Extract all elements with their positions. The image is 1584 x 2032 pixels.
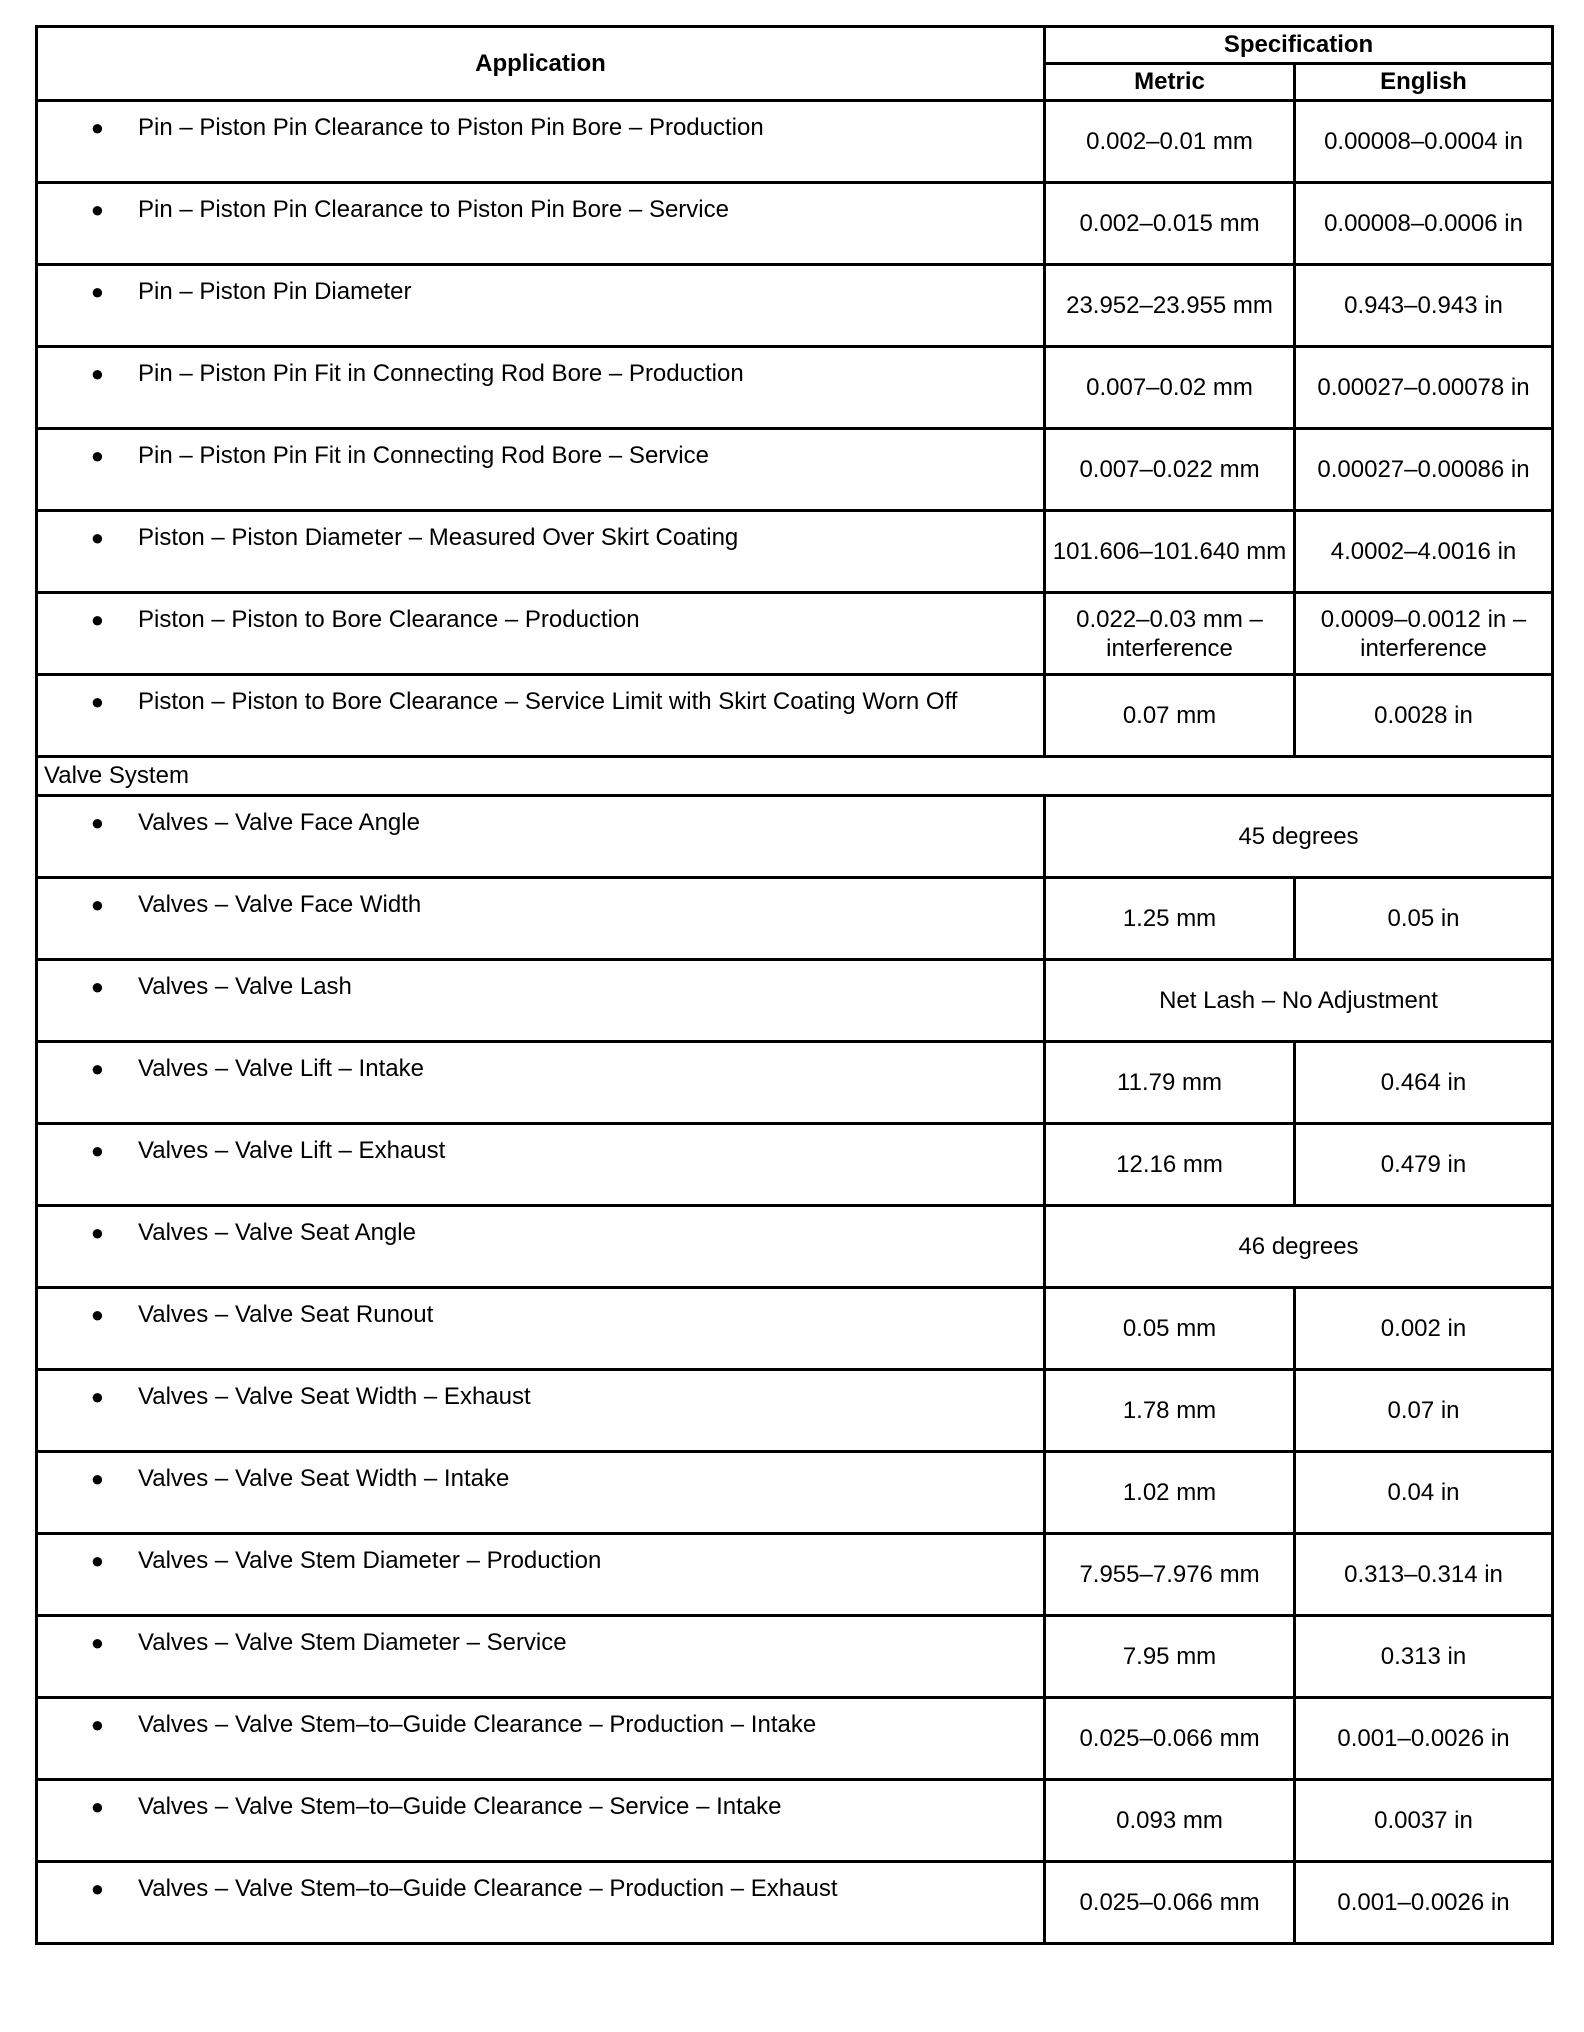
combined-value-cell: 45 degrees (1045, 796, 1553, 878)
bullet-icon: ● (90, 1220, 104, 1245)
table-row (37, 960, 1553, 1042)
application-cell (37, 593, 1045, 675)
application-text: Valves – Valve Seat Angle (138, 1219, 416, 1246)
english-value-cell: 0.313–0.314 in (1295, 1534, 1553, 1616)
bullet-icon: ● (90, 689, 104, 714)
english-value-cell: 0.479 in (1295, 1124, 1553, 1206)
table-row (37, 511, 1553, 593)
application-cell (37, 796, 1045, 878)
table-row (37, 675, 1553, 757)
bullet-icon: ● (90, 1630, 104, 1655)
table-row (37, 1534, 1553, 1616)
combined-value-cell: Net Lash – No Adjustment (1045, 960, 1553, 1042)
application-cell (37, 1534, 1045, 1616)
bullet-icon: ● (90, 115, 104, 140)
application-text: Pin – Piston Pin Clearance to Piston Pin Bore – Service (138, 196, 729, 223)
bullet-icon: ● (90, 525, 104, 550)
english-value-cell: 0.04 in (1295, 1452, 1553, 1534)
application-cell (37, 1780, 1045, 1862)
metric-value-cell: 1.78 mm (1045, 1370, 1295, 1452)
table-row (37, 101, 1553, 183)
english-value-cell: 0.001–0.0026 in (1295, 1862, 1553, 1944)
english-value-cell: 0.00008–0.0006 in (1295, 183, 1553, 265)
bullet-icon: ● (90, 810, 104, 835)
application-cell (37, 511, 1045, 593)
english-value-cell: 0.464 in (1295, 1042, 1553, 1124)
metric-value-cell: 0.05 mm (1045, 1288, 1295, 1370)
english-value-cell: 0.002 in (1295, 1288, 1553, 1370)
metric-value-cell: 0.002–0.015 mm (1045, 183, 1295, 265)
application-text: Pin – Piston Pin Diameter (138, 278, 412, 305)
table-row (37, 593, 1553, 675)
application-text: Valves – Valve Seat Width – Exhaust (138, 1383, 531, 1410)
application-text: Piston – Piston Diameter – Measured Over Skirt Coating (138, 524, 739, 551)
application-text: Piston – Piston to Bore Clearance – Production (138, 606, 640, 633)
english-value-cell: 0.00027–0.00086 in (1295, 429, 1553, 511)
table-row (37, 1862, 1553, 1944)
english-value-cell: 0.05 in (1295, 878, 1553, 960)
metric-value-cell: 1.25 mm (1045, 878, 1295, 960)
bullet-icon: ● (90, 1384, 104, 1409)
application-cell (37, 1288, 1045, 1370)
application-text: Valves – Valve Stem–to–Guide Clearance – Service – Intake (138, 1793, 782, 1820)
english-value-cell: 0.0037 in (1295, 1780, 1553, 1862)
bullet-icon: ● (90, 361, 104, 386)
metric-value-cell: 0.025–0.066 mm (1045, 1862, 1295, 1944)
table-row (37, 796, 1553, 878)
application-cell (37, 878, 1045, 960)
application-text: Valves – Valve Stem–to–Guide Clearance – Production – Intake (138, 1711, 817, 1738)
bullet-icon: ● (90, 197, 104, 222)
table-row (37, 347, 1553, 429)
application-cell (37, 1042, 1045, 1124)
combined-value-cell: 46 degrees (1045, 1206, 1553, 1288)
application-cell (37, 1124, 1045, 1206)
metric-value-cell: 0.007–0.02 mm (1045, 347, 1295, 429)
bullet-icon: ● (90, 1056, 104, 1081)
application-text: Pin – Piston Pin Fit in Connecting Rod Bore – Service (138, 442, 709, 469)
english-value-cell: 0.0009–0.0012 in – interference (1295, 593, 1553, 675)
english-value-cell: 0.07 in (1295, 1370, 1553, 1452)
english-value-cell: 0.943–0.943 in (1295, 265, 1553, 347)
table-row (37, 1370, 1553, 1452)
table-row (37, 1288, 1553, 1370)
english-value-cell: 0.00008–0.0004 in (1295, 101, 1553, 183)
english-value-cell: 0.00027–0.00078 in (1295, 347, 1553, 429)
application-text: Piston – Piston to Bore Clearance – Service Limit with Skirt Coating Worn Off (138, 688, 958, 715)
metric-header: Metric (1045, 64, 1295, 101)
application-cell (37, 675, 1045, 757)
table-row (37, 1452, 1553, 1534)
application-text: Valves – Valve Stem Diameter – Production (138, 1547, 602, 1574)
section-row (37, 757, 1553, 796)
application-text: Valves – Valve Stem Diameter – Service (138, 1629, 567, 1656)
metric-value-cell: 0.025–0.066 mm (1045, 1698, 1295, 1780)
application-cell (37, 265, 1045, 347)
english-value-cell: 4.0002–4.0016 in (1295, 511, 1553, 593)
bullet-icon: ● (90, 1876, 104, 1901)
bullet-icon: ● (90, 279, 104, 304)
application-cell (37, 347, 1045, 429)
application-cell (37, 101, 1045, 183)
application-text: Valves – Valve Seat Width – Intake (138, 1465, 510, 1492)
application-text: Valves – Valve Face Angle (138, 809, 420, 836)
bullet-icon: ● (90, 1794, 104, 1819)
application-text: Valves – Valve Lift – Exhaust (138, 1137, 446, 1164)
bullet-icon: ● (90, 607, 104, 632)
metric-value-cell: 0.093 mm (1045, 1780, 1295, 1862)
application-header: Application (37, 27, 1045, 101)
application-text: Valves – Valve Stem–to–Guide Clearance – Production – Exhaust (138, 1875, 838, 1902)
metric-value-cell: 0.07 mm (1045, 675, 1295, 757)
metric-value-cell: 12.16 mm (1045, 1124, 1295, 1206)
bullet-icon: ● (90, 1712, 104, 1737)
application-cell (37, 1452, 1045, 1534)
english-value-cell: 0.001–0.0026 in (1295, 1698, 1553, 1780)
application-cell (37, 1698, 1045, 1780)
table-row (37, 1042, 1553, 1124)
metric-value-cell: 23.952–23.955 mm (1045, 265, 1295, 347)
table-row (37, 1780, 1553, 1862)
application-cell (37, 1370, 1045, 1452)
application-cell (37, 1616, 1045, 1698)
table-row (37, 1124, 1553, 1206)
metric-value-cell: 0.002–0.01 mm (1045, 101, 1295, 183)
table-row (37, 183, 1553, 265)
bullet-icon: ● (90, 974, 104, 999)
application-cell (37, 960, 1045, 1042)
application-text: Valves – Valve Lash (138, 973, 352, 1000)
table-row (37, 878, 1553, 960)
bullet-icon: ● (90, 1138, 104, 1163)
application-cell (37, 1206, 1045, 1288)
table-row (37, 1206, 1553, 1288)
bullet-icon: ● (90, 1302, 104, 1327)
specification-table (35, 25, 1554, 1945)
table-row (37, 429, 1553, 511)
metric-value-cell: 1.02 mm (1045, 1452, 1295, 1534)
bullet-icon: ● (90, 892, 104, 917)
application-cell (37, 183, 1045, 265)
metric-value-cell: 7.95 mm (1045, 1616, 1295, 1698)
table-row (37, 1616, 1553, 1698)
table-row (37, 265, 1553, 347)
english-value-cell: 0.0028 in (1295, 675, 1553, 757)
metric-value-cell: 0.007–0.022 mm (1045, 429, 1295, 511)
bullet-icon: ● (90, 443, 104, 468)
section-title: Valve System (37, 757, 1553, 796)
application-text: Pin – Piston Pin Fit in Connecting Rod Bore – Production (138, 360, 744, 387)
metric-value-cell: 101.606–101.640 mm (1045, 511, 1295, 593)
english-value-cell: 0.313 in (1295, 1616, 1553, 1698)
table-body (37, 101, 1553, 1944)
application-text: Valves – Valve Lift – Intake (138, 1055, 424, 1082)
specification-header: Specification (1045, 27, 1553, 64)
metric-value-cell: 0.022–0.03 mm – interference (1045, 593, 1295, 675)
bullet-icon: ● (90, 1548, 104, 1573)
application-text: Valves – Valve Face Width (138, 891, 422, 918)
metric-value-cell: 7.955–7.976 mm (1045, 1534, 1295, 1616)
application-text: Valves – Valve Seat Runout (138, 1301, 434, 1328)
table-row (37, 1698, 1553, 1780)
application-cell (37, 429, 1045, 511)
bullet-icon: ● (90, 1466, 104, 1491)
metric-value-cell: 11.79 mm (1045, 1042, 1295, 1124)
english-header: English (1295, 64, 1553, 101)
application-cell (37, 1862, 1045, 1944)
application-text: Pin – Piston Pin Clearance to Piston Pin Bore – Production (138, 114, 764, 141)
